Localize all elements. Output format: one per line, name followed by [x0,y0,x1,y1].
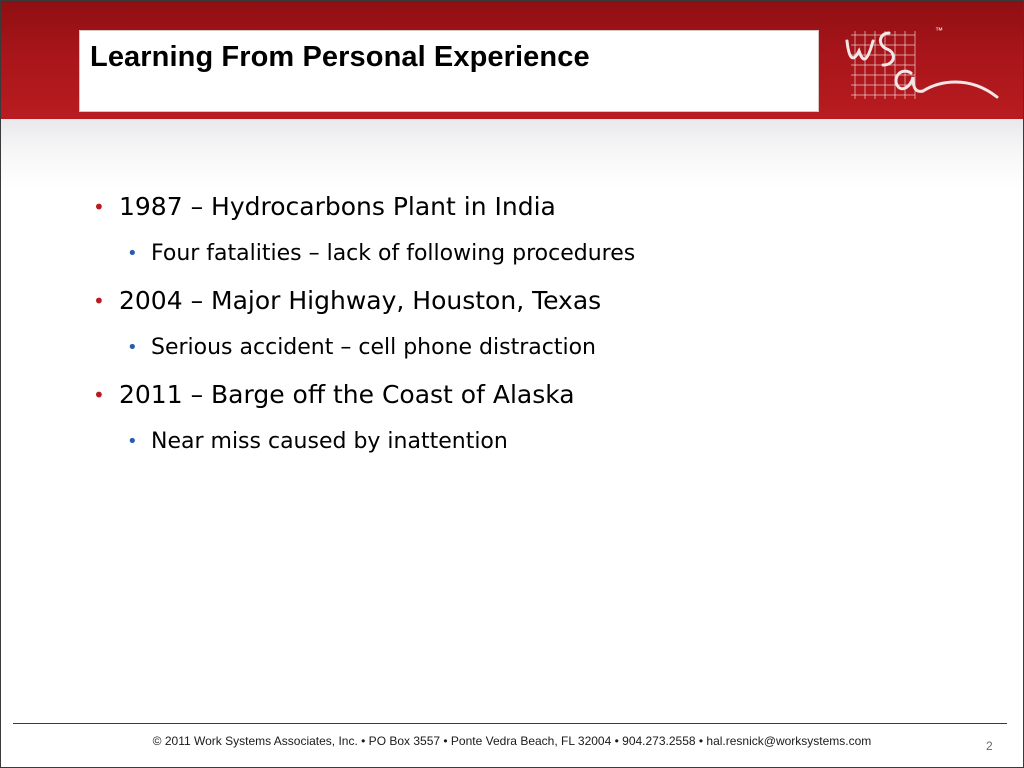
bullet-dot: • [93,289,105,313]
header-fade [1,119,1023,189]
bullet-dot: • [93,195,105,219]
bullet-item [91,373,971,417]
sub-bullet-text: Serious accident – cell phone distraction [151,335,596,360]
sub-bullet-dot: • [127,431,138,452]
bullet-text: 2011 – Barge off the Coast of Alaska [119,380,575,409]
bullet-item [91,185,971,229]
bullet-list [91,185,971,467]
title-box [79,30,819,112]
sub-bullet-dot: • [127,337,138,358]
sub-bullet-item [91,229,971,279]
bullet-text: 2004 – Major Highway, Houston, Texas [119,286,602,315]
wsa-logo [839,11,1009,106]
sub-bullet-text: Four fatalities – lack of following procedures [151,241,636,266]
bullet-item [91,279,971,323]
sub-bullet-item [91,417,971,467]
bullet-text: 1987 – Hydrocarbons Plant in India [119,192,556,221]
bullet-dot: • [93,383,105,407]
slide-title: Learning From Personal Experience [90,41,590,73]
sub-bullet-text: Near miss caused by inattention [151,429,508,454]
footer-text: © 2011 Work Systems Associates, Inc. • PO Box 3557 • Ponte Vedra Beach, FL 32004 • 904.273.2558 • hal.resnick@worksystems.com [152,734,872,748]
footer-divider [13,723,1007,724]
sub-bullet-item [91,323,971,373]
sub-bullet-dot: • [127,243,138,264]
trademark-mark: ™ [935,26,943,35]
page-number: 2 [986,739,993,753]
